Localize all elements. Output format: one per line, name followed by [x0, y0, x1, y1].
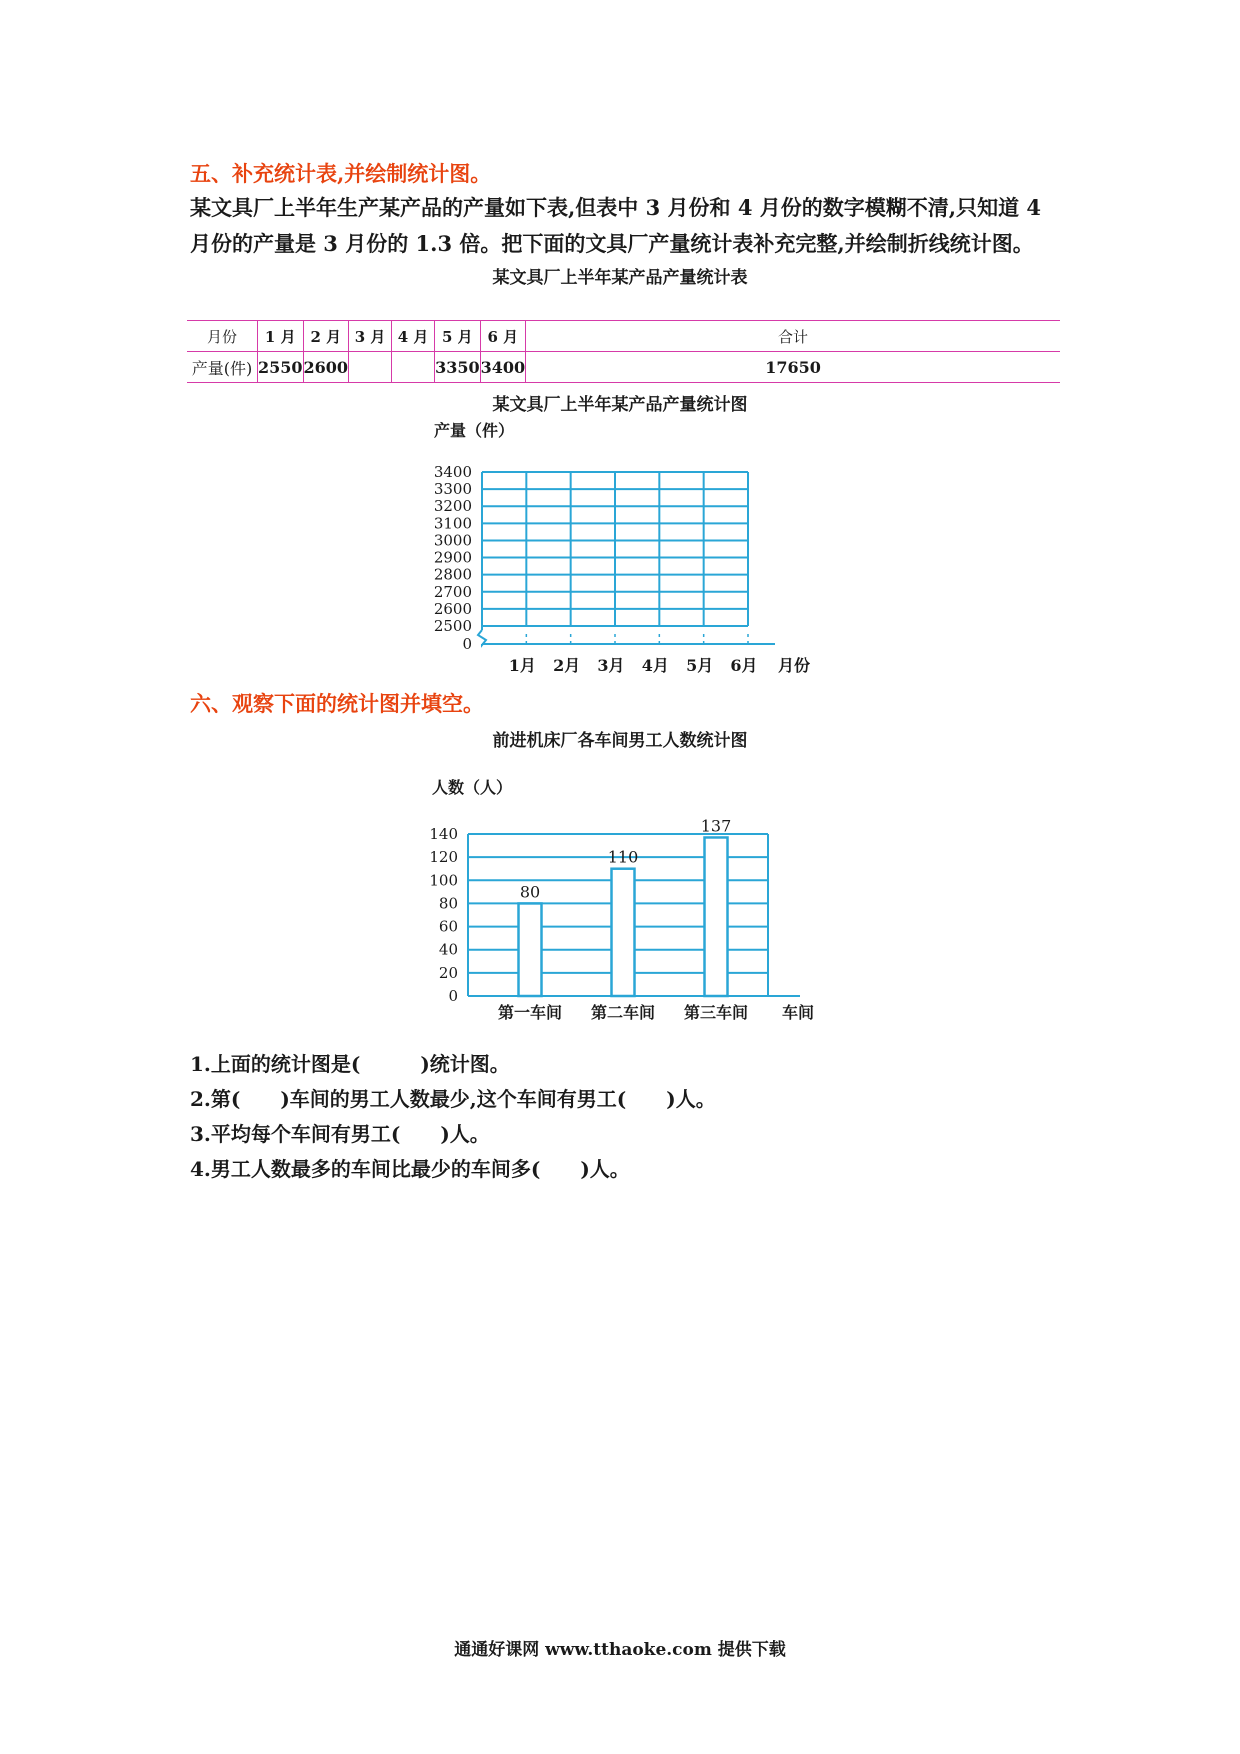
y-tick-label: 3000: [433, 531, 472, 550]
table-cell: 2600: [303, 352, 349, 383]
problem-text-line-1: 某文具厂上半年生产某产品的产量如下表,但表中 3 月份和 4 月份的数字模糊不清,只知道 4: [190, 195, 1042, 220]
bar-value-label: 110: [607, 847, 639, 867]
table-cell: 5 月: [435, 321, 481, 352]
question-1: 1.上面的统计图是( )统计图。: [190, 1052, 510, 1076]
y-tick-label: 2500: [433, 617, 472, 635]
line-chart-grid: [478, 472, 775, 645]
line-chart-x-ticks: [509, 656, 758, 675]
line-chart-title: 某文具厂上半年某产品产量统计图: [492, 395, 748, 415]
line-chart: [0, 0, 1240, 700]
table-cell: 合计: [526, 321, 1060, 352]
table-cell: 3350: [435, 352, 481, 383]
y-tick-label: 140: [429, 825, 458, 843]
bar-chart-y-ticks: [429, 825, 458, 1005]
y-tick-label: 3300: [433, 480, 472, 499]
bar-chart: [0, 700, 1240, 1040]
table-cell: 6 月: [480, 321, 526, 352]
table-cell: 3400: [480, 352, 526, 383]
bar-value-label: 137: [700, 816, 732, 836]
bar: [519, 903, 542, 996]
x-tick-label: 第一车间: [497, 1003, 563, 1022]
y-tick-label: 20: [438, 963, 458, 982]
y-tick-label: 40: [438, 940, 458, 959]
line-chart-y-axis-label: 产量（件）: [434, 421, 515, 440]
question-4: 4.男工人数最多的车间比最少的车间多( )人。: [190, 1157, 630, 1181]
bar-chart-title: 前进机床厂各车间男工人数统计图: [492, 731, 748, 751]
y-tick-label: 3100: [433, 514, 472, 533]
question-3: 3.平均每个车间有男工( )人。: [190, 1122, 490, 1146]
problem-text-line-2: 月份的产量是 3 月份的 1.3 倍。把下面的文具厂产量统计表补充完整,并绘制折线统计图。: [190, 231, 1034, 256]
y-tick-label: 3400: [433, 463, 472, 481]
table-caption: 某文具厂上半年某产品产量统计表: [492, 268, 748, 288]
y-tick-label: 0: [448, 987, 458, 1005]
line-chart-x-axis-label: 月份: [778, 656, 811, 675]
x-tick-label: 3月: [597, 656, 625, 675]
x-tick-label: 6月: [730, 656, 758, 675]
x-tick-label: 4月: [641, 656, 669, 675]
table-cell: 3 月: [349, 321, 392, 352]
y-tick-label: 2700: [433, 582, 472, 601]
axis-break-icon: [478, 630, 486, 645]
table-cell: 2 月: [303, 321, 349, 352]
x-tick-label: 1月: [508, 656, 536, 675]
y-tick-label: 2600: [433, 599, 472, 618]
table-cell: 17650: [526, 352, 1060, 383]
y-tick-label: 80: [438, 894, 458, 913]
table-cell: 月份: [187, 321, 258, 352]
table-cell: 2550: [258, 352, 304, 383]
line-chart-y-ticks: [434, 463, 472, 653]
y-tick-label: 3200: [433, 497, 472, 516]
section-6-title: 六、观察下面的统计图并填空。: [190, 691, 484, 716]
bar: [612, 869, 635, 996]
table-cell: 1 月: [258, 321, 304, 352]
y-tick-label: 2900: [433, 548, 472, 567]
y-tick-label: 0: [462, 635, 472, 653]
bar-chart-bars: [519, 816, 732, 996]
x-tick-label: 5月: [686, 656, 714, 675]
question-2: 2.第( )车间的男工人数最少,这个车间有男工( )人。: [190, 1087, 716, 1111]
table-cell: 4 月: [392, 321, 435, 352]
y-tick-label: 60: [438, 917, 458, 936]
bar-chart-x-ticks: [498, 1003, 748, 1022]
footer-text: 通通好课网 www.tthaoke.com 提供下载: [454, 1640, 786, 1660]
bar-value-label: 80: [519, 882, 541, 902]
bar-chart-x-axis-label: 车间: [782, 1003, 815, 1022]
x-tick-label: 第二车间: [590, 1003, 656, 1022]
bar: [705, 837, 728, 996]
section-5-title: 五、补充统计表,并绘制统计图。: [190, 161, 492, 186]
y-tick-label: 2800: [433, 565, 472, 584]
table-cell: 产量(件): [187, 352, 258, 383]
bar-chart-y-axis-label: 人数（人）: [432, 778, 513, 797]
y-tick-label: 120: [429, 848, 458, 867]
y-tick-label: 100: [429, 871, 458, 890]
x-tick-label: 第三车间: [683, 1003, 749, 1022]
x-tick-label: 2月: [553, 656, 581, 675]
